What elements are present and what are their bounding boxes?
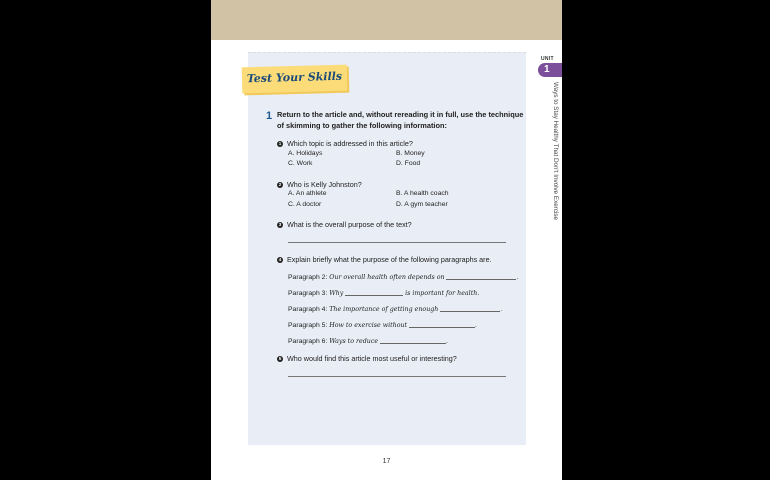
option: A. Holidays — [288, 150, 323, 157]
paragraph-label: Paragraph 2: — [288, 274, 328, 281]
section-title: Test Your Skills — [246, 69, 343, 86]
paragraph-suffix: . — [500, 306, 503, 313]
question-number-2: 2 — [278, 182, 282, 187]
paragraph-suffix: is important for health. — [405, 290, 480, 297]
question-text: Explain briefly what the purpose of the following paragraphs are. — [287, 255, 492, 264]
fill-blank[interactable] — [380, 336, 446, 344]
textbook-page — [211, 0, 562, 480]
instruction-number: 1 — [266, 110, 273, 122]
paragraph-prompt: How to exercise without — [329, 322, 408, 329]
question-3 — [277, 220, 412, 229]
paragraph-label: Paragraph 3: — [288, 290, 328, 297]
paragraph-suffix: . — [445, 338, 448, 345]
unit-number: 1 — [544, 64, 550, 75]
paragraph-suffix: . — [516, 274, 519, 281]
option: D. A gym teacher — [396, 201, 448, 208]
fill-blank[interactable] — [409, 320, 475, 328]
question-4 — [277, 255, 492, 264]
paragraph-5-row — [288, 320, 477, 329]
question-text: Who is Kelly Johnston? — [287, 180, 362, 189]
page-header-band — [211, 0, 562, 40]
section-banner — [242, 65, 348, 94]
question-text: Who would find this article most useful or interesting? — [287, 354, 457, 363]
question-1 — [277, 139, 413, 148]
paragraph-6-row — [288, 336, 448, 345]
paragraph-suffix: . — [474, 322, 477, 329]
paragraph-prompt: Why — [329, 290, 344, 297]
page-number: 17 — [382, 458, 391, 465]
fill-blank[interactable] — [440, 304, 503, 313]
paragraph-prompt: The importance of getting enough — [329, 306, 439, 313]
instruction-line-2: of skimming to gather the following information: — [277, 120, 447, 130]
option: A. An athlete — [288, 190, 327, 197]
option: C. Work — [288, 160, 313, 167]
question-2 — [277, 180, 362, 189]
question-5 — [277, 354, 457, 363]
question-number-4: 4 — [278, 257, 282, 262]
chapter-side-title: Ways to Stay Healthy That Don't Involve Exercise — [552, 82, 559, 221]
fill-blank[interactable] — [345, 288, 403, 296]
question-number-3: 3 — [278, 222, 282, 227]
paragraph-3-row — [288, 288, 479, 297]
answer-line[interactable] — [288, 242, 506, 243]
paragraph-label: Paragraph 6: — [288, 338, 328, 345]
instruction-text — [277, 110, 523, 131]
question-number-5: 5 — [278, 356, 282, 361]
option: C. A doctor — [288, 201, 322, 208]
paragraph-label: Paragraph 5: — [288, 322, 328, 329]
paragraph-prompt: Ways to reduce — [329, 338, 379, 345]
question-text: Which topic is addressed in this article? — [287, 139, 413, 148]
unit-label: UNIT — [541, 56, 554, 62]
paragraph-prompt: Our overall health often depends on — [329, 274, 445, 281]
option: B. Money — [396, 150, 425, 157]
option: B. A health coach — [396, 190, 449, 197]
answer-line[interactable] — [288, 376, 506, 377]
option: D. Food — [396, 160, 421, 167]
paragraph-2-row — [288, 272, 518, 281]
unit-tab — [538, 63, 562, 77]
fill-blank[interactable] — [446, 272, 519, 281]
question-text: What is the overall purpose of the text? — [287, 220, 412, 229]
paragraph-4-row — [288, 304, 502, 313]
instruction-line-1: Return to the article and, without rereading it in full, use the technique — [277, 110, 524, 119]
question-number-1: 1 — [278, 141, 282, 146]
paragraph-label: Paragraph 4: — [288, 306, 328, 313]
